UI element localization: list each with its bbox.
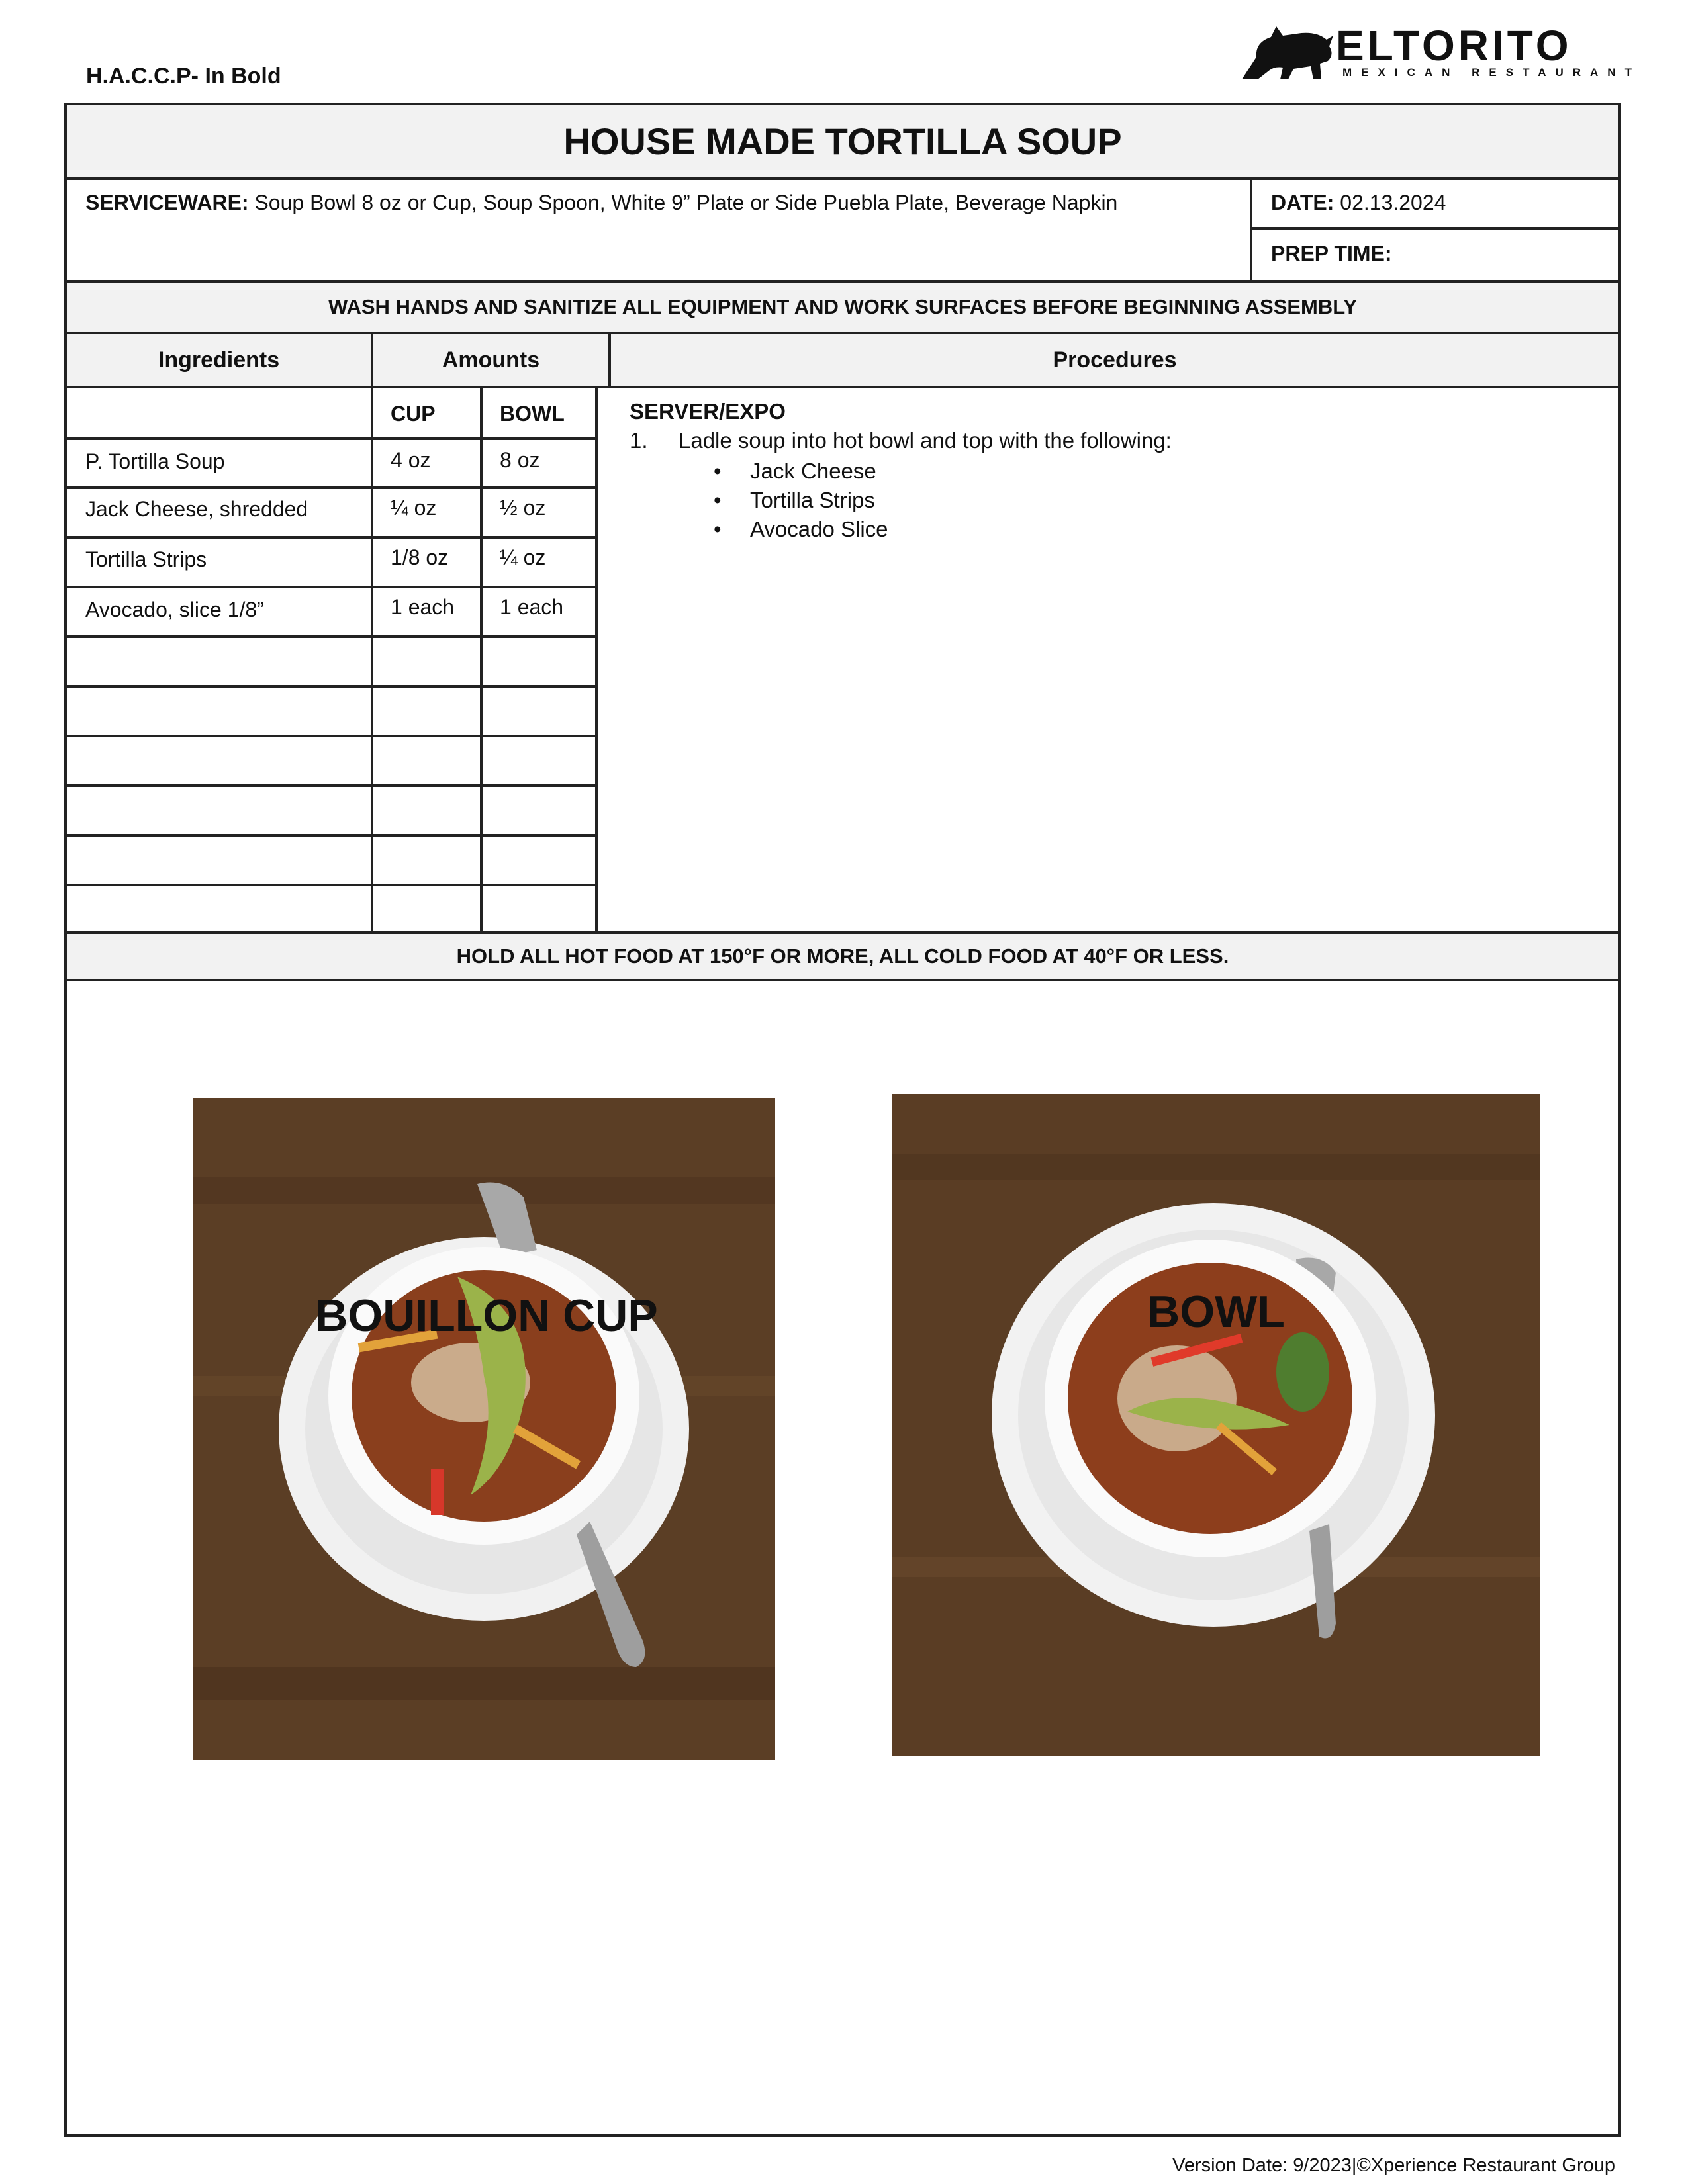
bowl-amount: 1 each <box>500 595 564 619</box>
ingredient-name: Jack Cheese, shredded <box>85 497 308 521</box>
cup-subheader: CUP <box>391 402 436 426</box>
wash-notice: WASH HANDS AND SANITIZE ALL EQUIPMENT AND WORK SURFACES BEFORE BEGINNING ASSEMBLY <box>67 280 1618 334</box>
bowl-amount: ¼ oz <box>500 545 546 569</box>
haccp-note: H.A.C.C.P- In Bold <box>86 64 281 89</box>
cup-amount: 1/8 oz <box>391 545 449 569</box>
grid-line <box>67 635 596 638</box>
grid-line <box>67 586 596 588</box>
bowl-caption: BOWL <box>1147 1287 1285 1337</box>
bowl-subheader: BOWL <box>500 402 565 426</box>
amounts-header: Amounts <box>373 334 611 388</box>
bowl-amount: 8 oz <box>500 448 540 472</box>
topping-item: • Tortilla Strips <box>714 488 875 512</box>
topping-item: • Avocado Slice <box>714 517 888 541</box>
bowl-photo <box>892 1094 1540 1756</box>
el-torito-logo <box>1237 20 1641 86</box>
procedure-heading: SERVER/EXPO <box>630 399 786 424</box>
cup-amount: ¼ oz <box>391 496 437 520</box>
serviceware-label: SERVICEWARE: <box>85 191 249 214</box>
grid-line <box>67 884 596 886</box>
date-cell <box>1252 180 1618 230</box>
ingredient-name: P. Tortilla Soup <box>85 449 225 473</box>
ingredient-name: Tortilla Strips <box>85 547 207 571</box>
grid-line <box>67 536 596 539</box>
recipe-title: HOUSE MADE TORTILLA SOUP <box>67 105 1618 180</box>
ingredient-name: Avocado, slice 1/8” <box>85 598 264 621</box>
cup-amount: 4 oz <box>391 448 431 472</box>
bowl-amount: ½ oz <box>500 496 546 520</box>
bullet-icon: • <box>714 517 722 541</box>
procedures-header: Procedures <box>611 334 1618 388</box>
grid-line <box>67 834 596 837</box>
bullet-icon: • <box>714 488 722 512</box>
ingredients-header: Ingredients <box>67 334 373 388</box>
procedure-step <box>630 428 1172 453</box>
grid-line <box>480 388 483 931</box>
serviceware-cell <box>67 180 1252 280</box>
cup-caption: BOUILLON CUP <box>315 1291 658 1341</box>
hold-notice: HOLD ALL HOT FOOD AT 150°F OR MORE, ALL COLD FOOD AT 40°F OR LESS. <box>67 931 1618 981</box>
topping-item: • Jack Cheese <box>714 459 876 483</box>
date-label: DATE: <box>1271 191 1335 214</box>
logo-brand: ELTORITO <box>1336 22 1572 69</box>
grid-line <box>67 437 596 440</box>
prep-time-cell <box>1252 230 1618 280</box>
grid-line <box>67 486 596 489</box>
logo-tagline: MEXICAN RESTAURANT <box>1342 66 1641 79</box>
recipe-card <box>64 103 1621 2137</box>
cup-photo <box>193 1098 775 1760</box>
cup-amount: 1 each <box>391 595 455 619</box>
grid-line <box>67 735 596 737</box>
grid-line <box>67 784 596 787</box>
bull-icon <box>1237 23 1336 83</box>
version-footer: Version Date: 9/2023|©Xperience Restaurant Group <box>1172 2155 1615 2176</box>
serviceware-value: Soup Bowl 8 oz or Cup, Soup Spoon, White 9” Plate or Side Puebla Plate, Beverage Napkin <box>254 191 1118 214</box>
grid-line <box>371 388 373 931</box>
prep-time-label: PREP TIME: <box>1271 242 1392 265</box>
step-number: 1. <box>630 428 648 453</box>
grid-line <box>595 388 598 931</box>
date-value: 02.13.2024 <box>1340 191 1446 214</box>
bullet-icon: • <box>714 459 722 483</box>
step-text: Ladle soup into hot bowl and top with the following: <box>679 428 1172 453</box>
grid-line <box>67 685 596 688</box>
